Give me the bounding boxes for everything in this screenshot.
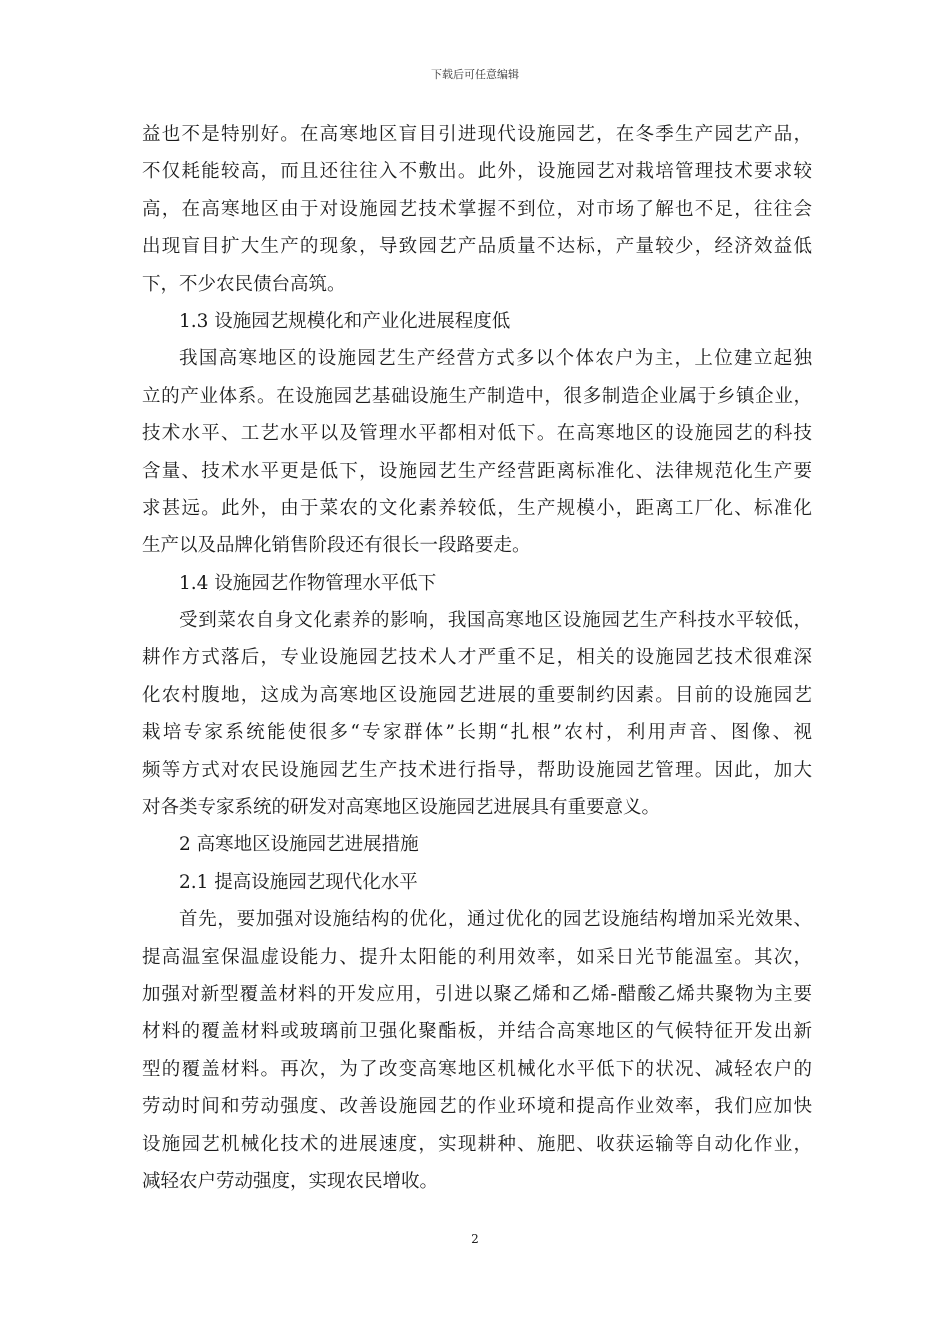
text-line: 化农村腹地，这成为高寒地区设施园艺进展的重要制约因素。目前的设施园艺 <box>142 684 812 706</box>
text-line: 不仅耗能较高，而且还往往入不敷出。此外，设施园艺对栽培管理技术要求较 <box>142 161 812 183</box>
text-line: 2 高寒地区设施园艺进展措施 <box>179 834 419 856</box>
text-line: 频等方式对农民设施园艺生产技术进行指导，帮助设施园艺管理。因此，加大 <box>142 759 812 781</box>
text-line: 高，在高寒地区由于对设施园艺技术掌握不到位，对市场了解也不足，往往会 <box>142 198 812 220</box>
text-line: 立的产业体系。在设施园艺基础设施生产制造中，很多制造企业属于乡镇企业， <box>142 385 812 407</box>
text-line: 出现盲目扩大生产的现象，导致园艺产品质量不达标，产量较少，经济效益低 <box>142 236 812 258</box>
text-line: 求甚远。此外，由于菜农的文化素养较低，生产规模小，距离工厂化、标准化 <box>142 497 812 519</box>
text-line: 技术水平、工艺水平以及管理水平都相对低下。在高寒地区的设施园艺的科技 <box>142 423 812 445</box>
text-line: 材料的覆盖材料或玻璃前卫强化聚酯板，并结合高寒地区的气候特征开发出新 <box>142 1021 812 1043</box>
text-line: 加强对新型覆盖材料的开发应用，引进以聚乙烯和乙烯-醋酸乙烯共聚物为主要 <box>142 983 812 1005</box>
text-line: 设施园艺机械化技术的进展速度，实现耕种、施肥、收获运输等自动化作业， <box>142 1133 812 1155</box>
text-line: 型的覆盖材料。再次，为了改变高寒地区机械化水平低下的状况、减轻农户的 <box>142 1058 812 1080</box>
text-line: 受到菜农自身文化素养的影响，我国高寒地区设施园艺生产科技水平较低， <box>179 610 812 632</box>
text-line: 耕作方式落后，专业设施园艺技术人才严重不足，相关的设施园艺技术很难深 <box>142 647 812 669</box>
page-header: 下载后可任意编辑 <box>431 68 519 81</box>
text-line: 生产以及品牌化销售阶段还有很长一段路要走。 <box>142 535 531 557</box>
text-line: 2.1 提高设施园艺现代化水平 <box>179 871 418 893</box>
text-line: 对各类专家系统的研发对高寒地区设施园艺进展具有重要意义。 <box>142 797 661 819</box>
text-line: 益也不是特别好。在高寒地区盲目引进现代设施园艺，在冬季生产园艺产品， <box>142 124 812 145</box>
text-line: 1.3 设施园艺规模化和产业化进展程度低 <box>179 310 511 332</box>
text-line: 我国高寒地区的设施园艺生产经营方式多以个体农户为主，上位建立起独 <box>179 348 812 370</box>
text-line: 减轻农户劳动强度，实现农民增收。 <box>142 1170 439 1192</box>
text-line: 1.4 设施园艺作物管理水平低下 <box>179 572 437 594</box>
page-number: 2 <box>471 1232 479 1246</box>
text-line: 提高温室保温虚设能力、提升太阳能的利用效率，如采日光节能温室。其次， <box>142 946 812 968</box>
text-line: 含量、技术水平更是低下，设施园艺生产经营距离标准化、法律规范化生产要 <box>142 460 812 482</box>
text-line: 下，不少农民债台高筑。 <box>142 273 346 295</box>
text-line: 首先，要加强对设施结构的优化，通过优化的园艺设施结构增加采光效果、 <box>179 909 812 931</box>
text-line: 劳动时间和劳动强度、改善设施园艺的作业环境和提高作业效率，我们应加快 <box>142 1096 812 1118</box>
text-line: 栽培专家系统能使很多“专家群体”长期“扎根”农村，利用声音、图像、视 <box>142 722 812 744</box>
document-body <box>142 116 812 1200</box>
